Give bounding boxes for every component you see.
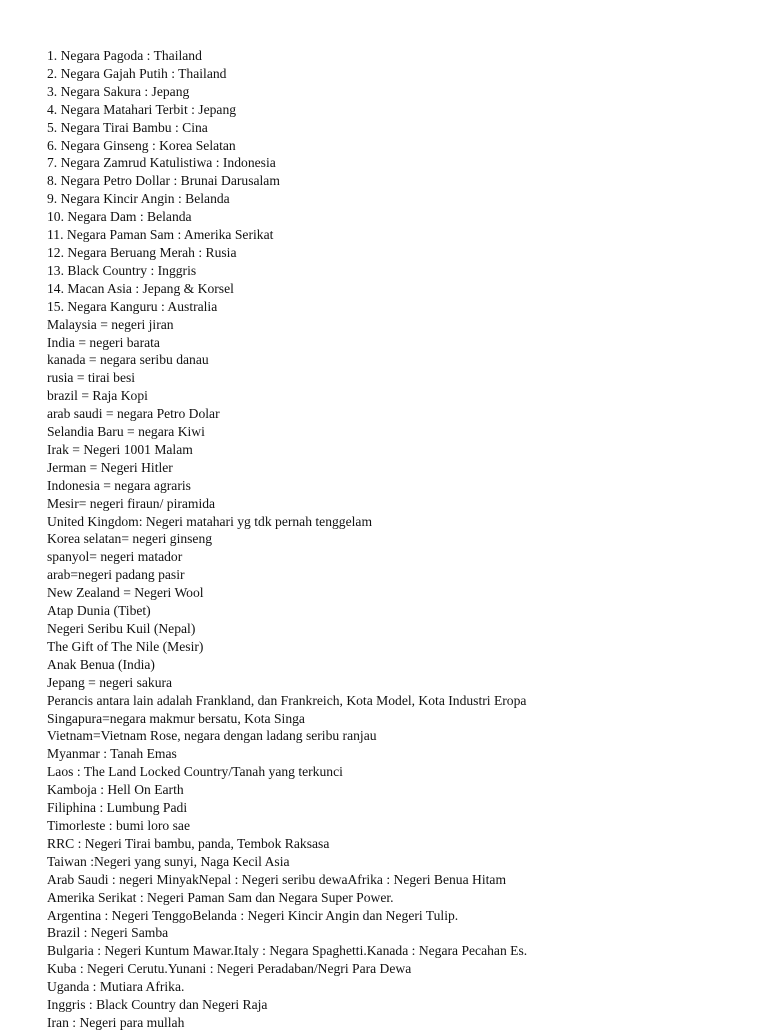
text-line: 3. Negara Sakura : Jepang xyxy=(47,83,190,99)
text-line: spanyol= negeri matador xyxy=(47,549,183,565)
text-line: 6. Negara Ginseng : Korea Selatan xyxy=(47,137,236,153)
text-line: brazil = Raja Kopi xyxy=(47,388,148,404)
text-line: New Zealand = Negeri Wool xyxy=(47,585,204,601)
text-line: arab=negeri padang pasir xyxy=(47,567,185,583)
text-line: Filiphina : Lumbung Padi xyxy=(47,800,188,816)
text-line: Jerman = Negeri Hitler xyxy=(47,459,173,475)
text-line: Laos : The Land Locked Country/Tanah yang terkunci xyxy=(47,764,343,780)
text-line: United Kingdom: Negeri matahari yg tdk pernah tenggelam xyxy=(47,513,373,529)
text-line: Malaysia = negeri jiran xyxy=(47,316,174,332)
text-line: Amerika Serikat : Negeri Paman Sam dan Negara Super Power. xyxy=(47,889,394,905)
text-line: 4. Negara Matahari Terbit : Jepang xyxy=(47,101,237,117)
text-line: Jepang = negeri sakura xyxy=(47,674,173,690)
text-line: The Gift of The Nile (Mesir) xyxy=(47,638,204,654)
text-line: 13. Black Country : Inggris xyxy=(47,262,197,278)
text-line: 10. Negara Dam : Belanda xyxy=(47,209,192,225)
text-line: 7. Negara Zamrud Katulistiwa : Indonesia xyxy=(47,155,276,171)
text-line: 11. Negara Paman Sam : Amerika Serikat xyxy=(47,227,274,243)
text-line: 1. Negara Pagoda : Thailand xyxy=(47,48,202,63)
text-line: Korea selatan= negeri ginseng xyxy=(47,531,213,547)
text-line: Kuba : Negeri Cerutu.Yunani : Negeri Peradaban/Negri Para Dewa xyxy=(47,961,412,977)
text-line: rusia = tirai besi xyxy=(47,370,136,386)
text-line: Bulgaria : Negeri Kuntum Mawar.Italy : Negara Spaghetti.Kanada : Negara Pecahan Es. xyxy=(47,943,528,959)
text-line: India = negeri barata xyxy=(47,334,160,350)
text-line: Irak = Negeri 1001 Malam xyxy=(47,441,193,457)
document-body xyxy=(47,47,747,1032)
text-line: Argentina : Negeri TenggoBelanda : Negeri Kincir Angin dan Negeri Tulip. xyxy=(47,907,459,923)
text-line: 8. Negara Petro Dollar : Brunai Darusalam xyxy=(47,173,280,189)
text-line: 2. Negara Gajah Putih : Thailand xyxy=(47,65,227,81)
text-line: Arab Saudi : negeri MinyakNepal : Negeri seribu dewaAfrika : Negeri Benua Hitam xyxy=(47,871,507,887)
text-line: Selandia Baru = negara Kiwi xyxy=(47,424,205,440)
text-line: Perancis antara lain adalah Frankland, dan Frankreich, Kota Model, Kota Industri Eropa xyxy=(47,692,527,708)
text-line: Indonesia = negara agraris xyxy=(47,477,191,493)
text-line: Brazil : Negeri Samba xyxy=(47,925,169,941)
text-line: Iran : Negeri para mullah xyxy=(47,1014,185,1030)
text-line: Vietnam=Vietnam Rose, negara dengan ladang seribu ranjau xyxy=(47,728,377,744)
text-line: arab saudi = negara Petro Dolar xyxy=(47,406,220,422)
text-line: 9. Negara Kincir Angin : Belanda xyxy=(47,191,230,207)
text-line: Atap Dunia (Tibet) xyxy=(47,603,151,619)
text-line: Taiwan :Negeri yang sunyi, Naga Kecil Asia xyxy=(47,853,290,869)
text-line: Singapura=negara makmur bersatu, Kota Singa xyxy=(47,710,305,726)
text-line: kanada = negara seribu danau xyxy=(47,352,209,368)
text-line: Negeri Seribu Kuil (Nepal) xyxy=(47,621,196,636)
text-line: Myanmar : Tanah Emas xyxy=(47,746,177,762)
text-line: 15. Negara Kanguru : Australia xyxy=(47,298,218,314)
text-line: Uganda : Mutiara Afrika. xyxy=(47,979,185,995)
text-line: Mesir= negeri firaun/ piramida xyxy=(47,495,216,511)
text-line: 14. Macan Asia : Jepang & Korsel xyxy=(47,280,234,296)
text-line: 5. Negara Tirai Bambu : Cina xyxy=(47,119,208,135)
text-line: 12. Negara Beruang Merah : Rusia xyxy=(47,244,237,260)
text-line: RRC : Negeri Tirai bambu, panda, Tembok Raksasa xyxy=(47,835,330,851)
text-line: Inggris : Black Country dan Negeri Raja xyxy=(47,997,268,1013)
text-line: Timorleste : bumi loro sae xyxy=(47,817,190,833)
text-line: Anak Benua (India) xyxy=(47,656,155,672)
text-line: Kamboja : Hell On Earth xyxy=(47,782,184,798)
